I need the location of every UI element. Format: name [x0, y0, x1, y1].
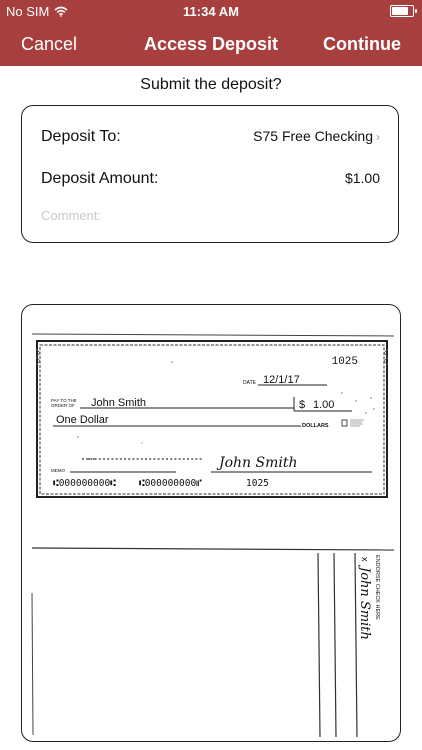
dollars-label: DOLLARS — [302, 423, 329, 429]
status-time: 11:34 AM — [183, 4, 239, 19]
confirm-question: Submit the deposit? — [140, 76, 282, 93]
deposit-to-label: Deposit To: — [41, 128, 121, 145]
check-front — [32, 334, 394, 497]
check-signature: John Smith — [219, 455, 298, 471]
endorse-x: x — [360, 557, 370, 562]
memo-label: MEMO — [51, 468, 65, 473]
comment-input[interactable] — [41, 208, 361, 223]
navigation-bar — [0, 22, 422, 66]
endorsement-signature: John Smith — [357, 567, 372, 640]
chevron-right-icon: › — [376, 130, 380, 144]
top-bar — [0, 0, 422, 66]
status-bar — [0, 0, 422, 22]
cancel-button[interactable]: Cancel — [21, 34, 78, 54]
endorse-label: ENDORSE CHECK HERE — [374, 555, 380, 620]
deposit-to-value — [253, 128, 380, 144]
deposit-amount-label: Deposit Amount: — [41, 170, 159, 187]
deposit-amount-value: $1.00 — [344, 170, 380, 186]
battery-icon — [390, 5, 414, 17]
check-image-card — [21, 304, 401, 742]
continue-button[interactable]: Continue — [323, 34, 401, 54]
check-payee: John Smith — [91, 397, 147, 409]
check-amount: 1.00 — [313, 399, 335, 411]
check-back — [32, 548, 394, 737]
check-date: 12/1/17 — [263, 374, 300, 386]
carrier-label: No SIM — [6, 4, 50, 19]
pay-to-label-line1: PAY TO THE — [51, 398, 77, 403]
check-number: 1025 — [331, 356, 358, 368]
micr-account: ⑆000000000⑈ — [139, 478, 202, 489]
check-date-label: DATE — [243, 380, 256, 386]
check-written-amount: One Dollar — [56, 414, 109, 426]
lock-icon — [342, 420, 347, 426]
deposit-details-card — [21, 105, 399, 243]
micr-number: 1025 — [246, 478, 269, 489]
micr-routing: ⑆000000000⑆ — [53, 478, 116, 489]
check-image — [22, 305, 401, 742]
deposit-account-name: S75 Free Checking — [253, 128, 373, 144]
page-title: Access Deposit — [143, 34, 279, 54]
check-dollar-sign: $ — [299, 399, 306, 411]
pay-to-label-line2: ORDER OF — [51, 403, 75, 408]
